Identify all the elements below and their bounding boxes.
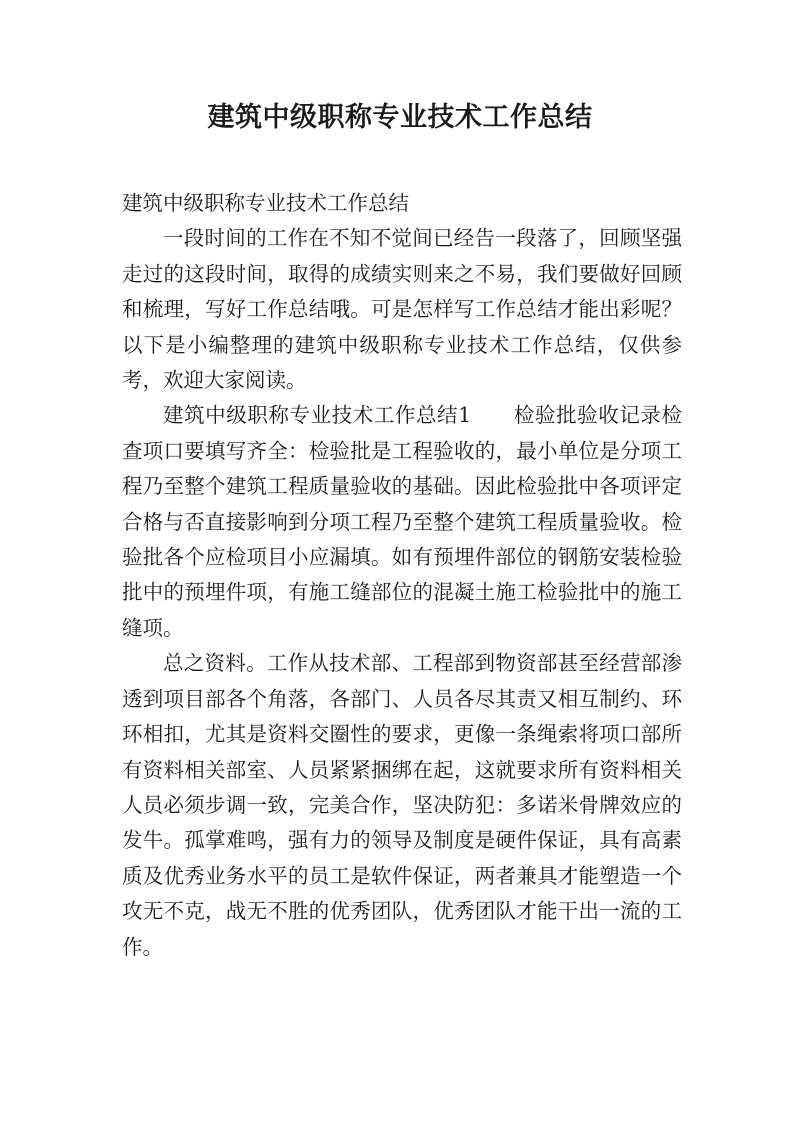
document-subtitle: 建筑中级职称专业技术工作总结 bbox=[122, 191, 409, 215]
document-body bbox=[122, 186, 682, 965]
paragraph-inspection: 建筑中级职称专业技术工作总结1 检验批验收记录检查项口要填写齐全：检验批是工程验收的，最小单位是分项工程乃至整个建筑工程质量验收的基础。因此检验批中各项评定合格与否直接影响到分项工程乃至整个建筑工程质量验收。检验批各个应检项目小应漏填。如有预埋件部位的钢筋安装检验批中的预埋件项，有施工缝部位的混凝土施工检验批中的施工缝项。 bbox=[122, 403, 682, 640]
document-title: 建筑中级职称专业技术工作总结 bbox=[207, 102, 593, 133]
paragraph-intro: 一段时间的工作在不知不觉间已经告一段落了，回顾坚强走过的这段时间，取得的成绩实则来之不易，我们要做好回顾和梳理，写好工作总结哦。可是怎样写工作总结才能出彩呢？以下是小编整理的建筑中级职称专业技术工作总结，仅供参考，欢迎大家阅读。 bbox=[122, 226, 682, 393]
paragraph-conclusion: 总之资料。工作从技术部、工程部到物资部甚至经营部渗透到项目部各个角落，各部门、人员各尽其责又相互制约、环环相扣，尤其是资料交圈性的要求，更像一条绳索将项口部所有资料相关部室、人员紧紧捆绑在起，这就要求所有资料相关人员必须步调一致，完美合作，坚决防犯：多诺米骨牌效应的发牛。孤掌难鸣，强有力的领导及制度是硬件保证，具有高素质及优秀业务水平的员工是软件保证，两者兼具才能塑造一个攻无不克，战无不胜的优秀团队，优秀团队才能干出一流的工作。 bbox=[122, 651, 682, 959]
